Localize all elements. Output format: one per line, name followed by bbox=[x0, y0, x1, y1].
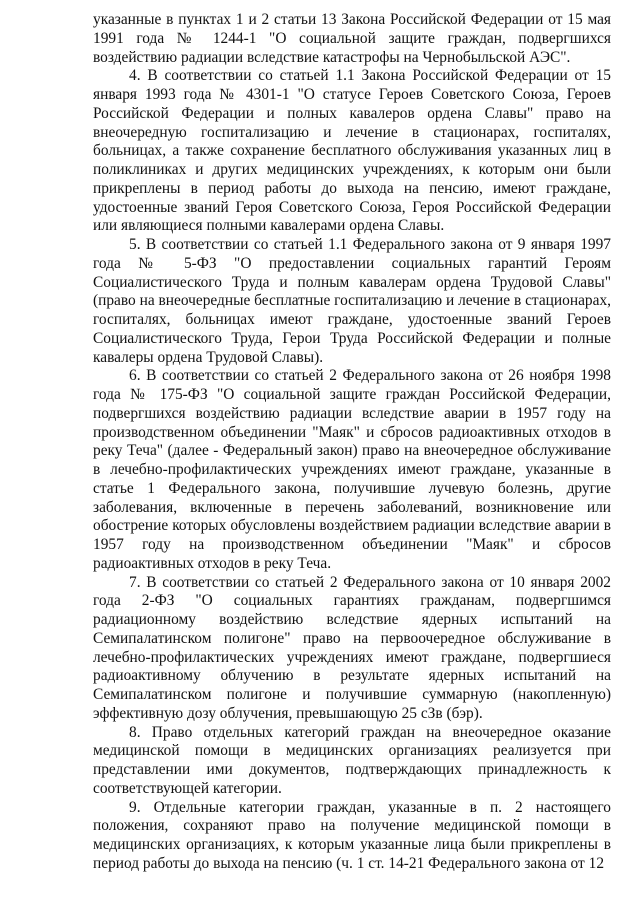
paragraph-item-6: 6. В соответствии со статьей 2 Федерального закона от 26 ноября 1998 года № 175-ФЗ "О социальной защите граждан Российской Федерации, подвергшихся воздействию радиации вследствие аварии в 1957 году на производственном объединении "Маяк" и сбросов радиоактивных отходов в реку Теча" (далее - Федеральный закон) право на внеочередное обслуживание в лечебно-профилактических учреждениях имеют граждане, указанные в статье 1 Федерального закона, получившие лучевую болезнь, другие заболевания, включенные в перечень заболеваний, возникновение или обострение которых обусловлены воздействием радиации вследствие аварии в 1957 году на производственном объединении "Маяк" и сбросов радиоактивных отходов в реку Теча. bbox=[93, 367, 611, 572]
paragraph-item-4: 4. В соответствии со статьей 1.1 Закона Российской Федерации от 15 января 1993 года № 4301-1 "О статусе Героев Советского Союза, Героев Российской Федерации и полных кавалеров ордена Славы" право на внеочередную госпитализацию и лечение в стационарах, госпиталях, больницах, а также сохранение бесплатного обслуживания указанных лиц в поликлиниках и других медицинских учреждениях, к которым они были прикреплены в период работы до выхода на пенсию, имеют граждане, удостоенные званий Героя Советского Союза, Героя Российской Федерации или являющиеся полными кавалерами ордена Славы. bbox=[93, 67, 611, 235]
paragraph-item-7: 7. В соответствии со статьей 2 Федерального закона от 10 января 2002 года 2-ФЗ "О социальных гарантиях гражданам, подвергшимся радиационному воздействию вследствие ядерных испытаний на Семипалатинском полигоне" право на первоочередное обслуживание в лечебно-профилактических учреждениях имеют граждане, подвергшиеся радиоактивному облучению в результате ядерных испытаний на Семипалатинском полигоне и получившие суммарную (накопленную) эффективную дозу облучения, превышающую 25 сЗв (бэр). bbox=[93, 573, 611, 722]
paragraph-item-5: 5. В соответствии со статьей 1.1 Федерального закона от 9 января 1997 года № 5-ФЗ "О предоставлении социальных гарантий Героям Социалистического Труда и полным кавалерам ордена Трудовой Славы" (право на внеочередные бесплатные госпитализацию и лечение в стационарах, госпиталях, больницах имеют граждане, удостоенные званий Героев Социалистического Труда, Герои Труда Российской Федерации и полные кавалеры ордена Трудовой Славы). bbox=[93, 236, 611, 366]
paragraph-continuation: указанные в пунктах 1 и 2 статьи 13 Закона Российской Федерации от 15 мая 1991 года № 1244-1 "О социальной защите граждан, подвергшихся воздействию радиации вследствие катастрофы на Чернобыльской АЭС". bbox=[93, 11, 611, 66]
paragraph-item-9: 9. Отдельные категории граждан, указанные в п. 2 настоящего положения, сохраняют право на получение медицинской помощи в медицинских организациях, к которым указанные лица были прикреплены в период работы до выхода на пенсию (ч. 1 ст. 14-21 Федерального закона от 12 bbox=[93, 798, 611, 872]
paragraph-item-8: 8. Право отдельных категорий граждан на внеочередное оказание медицинской помощи в медицинских организациях реализуется при представлении ими документов, подтверждающих принадлежность к соответствующей категории. bbox=[93, 723, 611, 797]
document-page bbox=[93, 11, 611, 874]
